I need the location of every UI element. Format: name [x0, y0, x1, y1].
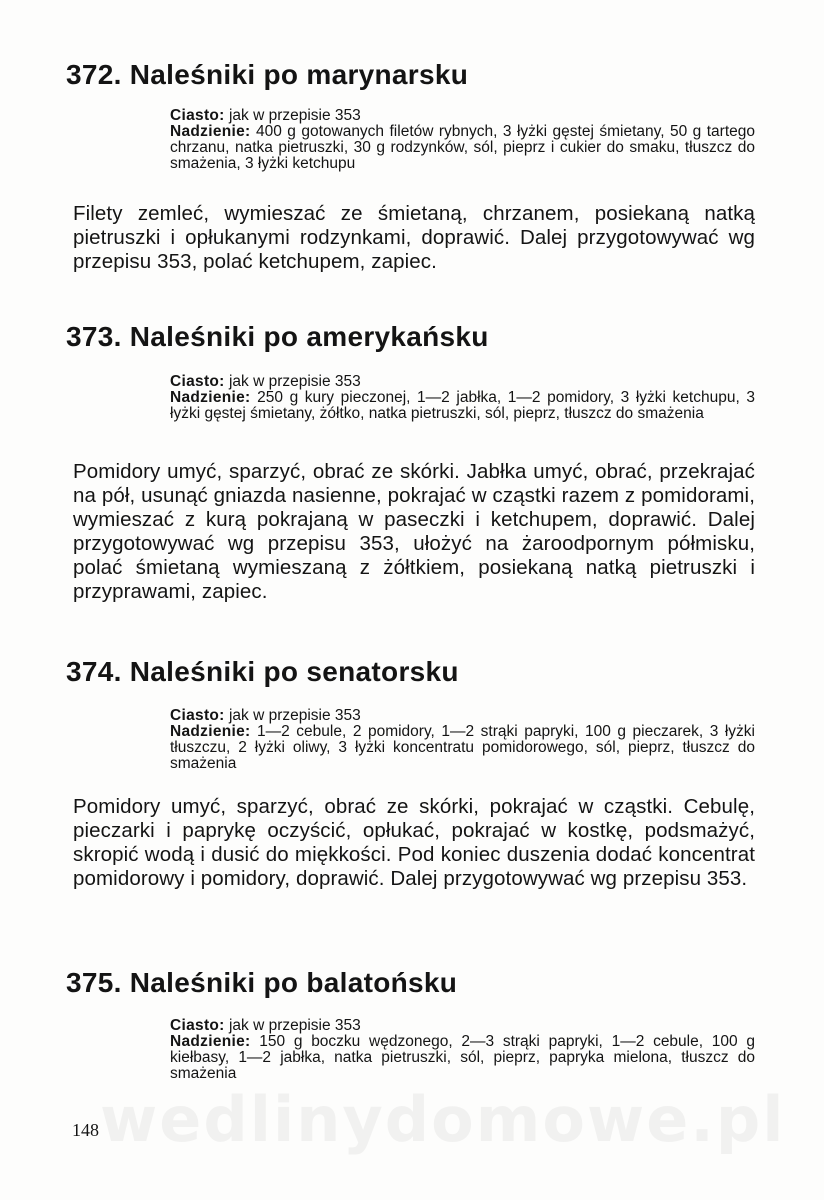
ingredients-block	[170, 1018, 755, 1082]
dough-line	[170, 374, 755, 390]
filling-line	[170, 1034, 755, 1082]
recipe-instructions: Pomidory umyć, sparzyć, obrać ze skórki. Jabłka umyć, obrać, przekrajać na pół, usunąć gniazda nasienne, pokrajać w cząstki razem z pomidorami, wymieszać z kurą pokrajaną w paseczki i ketchupem, doprawić. Dalej przygotowywać wg przepisu 353, ułożyć na żaroodpornym półmisku, polać śmietaną wymieszaną z żółtkiem, posiekaną natką pietruszki i przyprawami, zapiec.	[73, 460, 755, 603]
ingredients-block	[170, 708, 755, 772]
filling-text: 400 g gotowanych filetów rybnych, 3 łyżki gęstej śmietany, 50 g tartego chrzanu, natka pietruszki, 30 g rodzynków, sól, pieprz i cukier do smaku, tłuszcz do smażenia, 3 łyżki ketchupu	[170, 123, 755, 172]
recipe-title: 374. Naleśniki po senatorsku	[66, 656, 459, 687]
dough-text: jak w przepisie 353	[224, 707, 361, 724]
filling-text: 250 g kury pieczonej, 1—2 jabłka, 1—2 pomidory, 3 łyżki ketchupu, 3 łyżki gęstej śmietany, żółtko, natka pietruszki, sól, pieprz, tłuszcz do smażenia	[170, 389, 755, 422]
ingredients-block	[170, 108, 755, 172]
page-number: 148	[72, 1120, 99, 1140]
dough-label: Ciasto:	[170, 107, 225, 124]
dough-label: Ciasto:	[170, 373, 225, 390]
filling-label: Nadzienie:	[170, 1033, 251, 1050]
filling-line	[170, 124, 755, 172]
dough-text: jak w przepisie 353	[224, 1017, 361, 1034]
dough-label: Ciasto:	[170, 1017, 225, 1034]
dough-line	[170, 1018, 755, 1034]
ingredients-block	[170, 374, 755, 422]
watermark: wedlinydomowe.pl	[100, 1083, 786, 1156]
dough-line	[170, 708, 755, 724]
dough-line	[170, 108, 755, 124]
filling-line	[170, 390, 755, 422]
recipe-instructions: Filety zemleć, wymieszać ze śmietaną, chrzanem, posiekaną natką pietruszki i opłukanymi rodzynkami, doprawić. Dalej przygotowywać wg przepisu 353, polać ketchupem, zapiec.	[73, 202, 755, 273]
recipe-title: 372. Naleśniki po marynarsku	[66, 59, 469, 90]
filling-text: 1—2 cebule, 2 pomidory, 1—2 strąki papryki, 100 g pieczarek, 3 łyżki tłuszczu, 2 łyżki oliwy, 3 łyżki koncentratu pomidorowego, sól, pieprz, tłuszcz do smażenia	[170, 723, 755, 772]
filling-label: Nadzienie:	[170, 123, 251, 140]
filling-line	[170, 724, 755, 772]
filling-text: 150 g boczku wędzonego, 2—3 strąki papryki, 1—2 cebule, 100 g kiełbasy, 1—2 jabłka, natka pietruszki, sól, pieprz, papryka mielona, tłuszcz do smażenia	[170, 1033, 755, 1082]
dough-text: jak w przepisie 353	[224, 373, 361, 390]
recipe-instructions: Pomidory umyć, sparzyć, obrać ze skórki, pokrajać w cząstki. Cebulę, pieczarki i paprykę oczyścić, opłukać, pokrajać w kostkę, podsmażyć, skropić wodą i dusić do miękkości. Pod koniec duszenia dodać koncentrat pomidorowy i pomidory, doprawić. Dalej przygotowywać wg przepisu 353.	[73, 795, 755, 890]
dough-label: Ciasto:	[170, 707, 225, 724]
filling-label: Nadzienie:	[170, 723, 251, 740]
dough-text: jak w przepisie 353	[224, 107, 361, 124]
recipe-title: 373. Naleśniki po amerykańsku	[66, 321, 489, 352]
recipe-title: 375. Naleśniki po balatońsku	[66, 967, 458, 998]
filling-label: Nadzienie:	[170, 389, 251, 406]
